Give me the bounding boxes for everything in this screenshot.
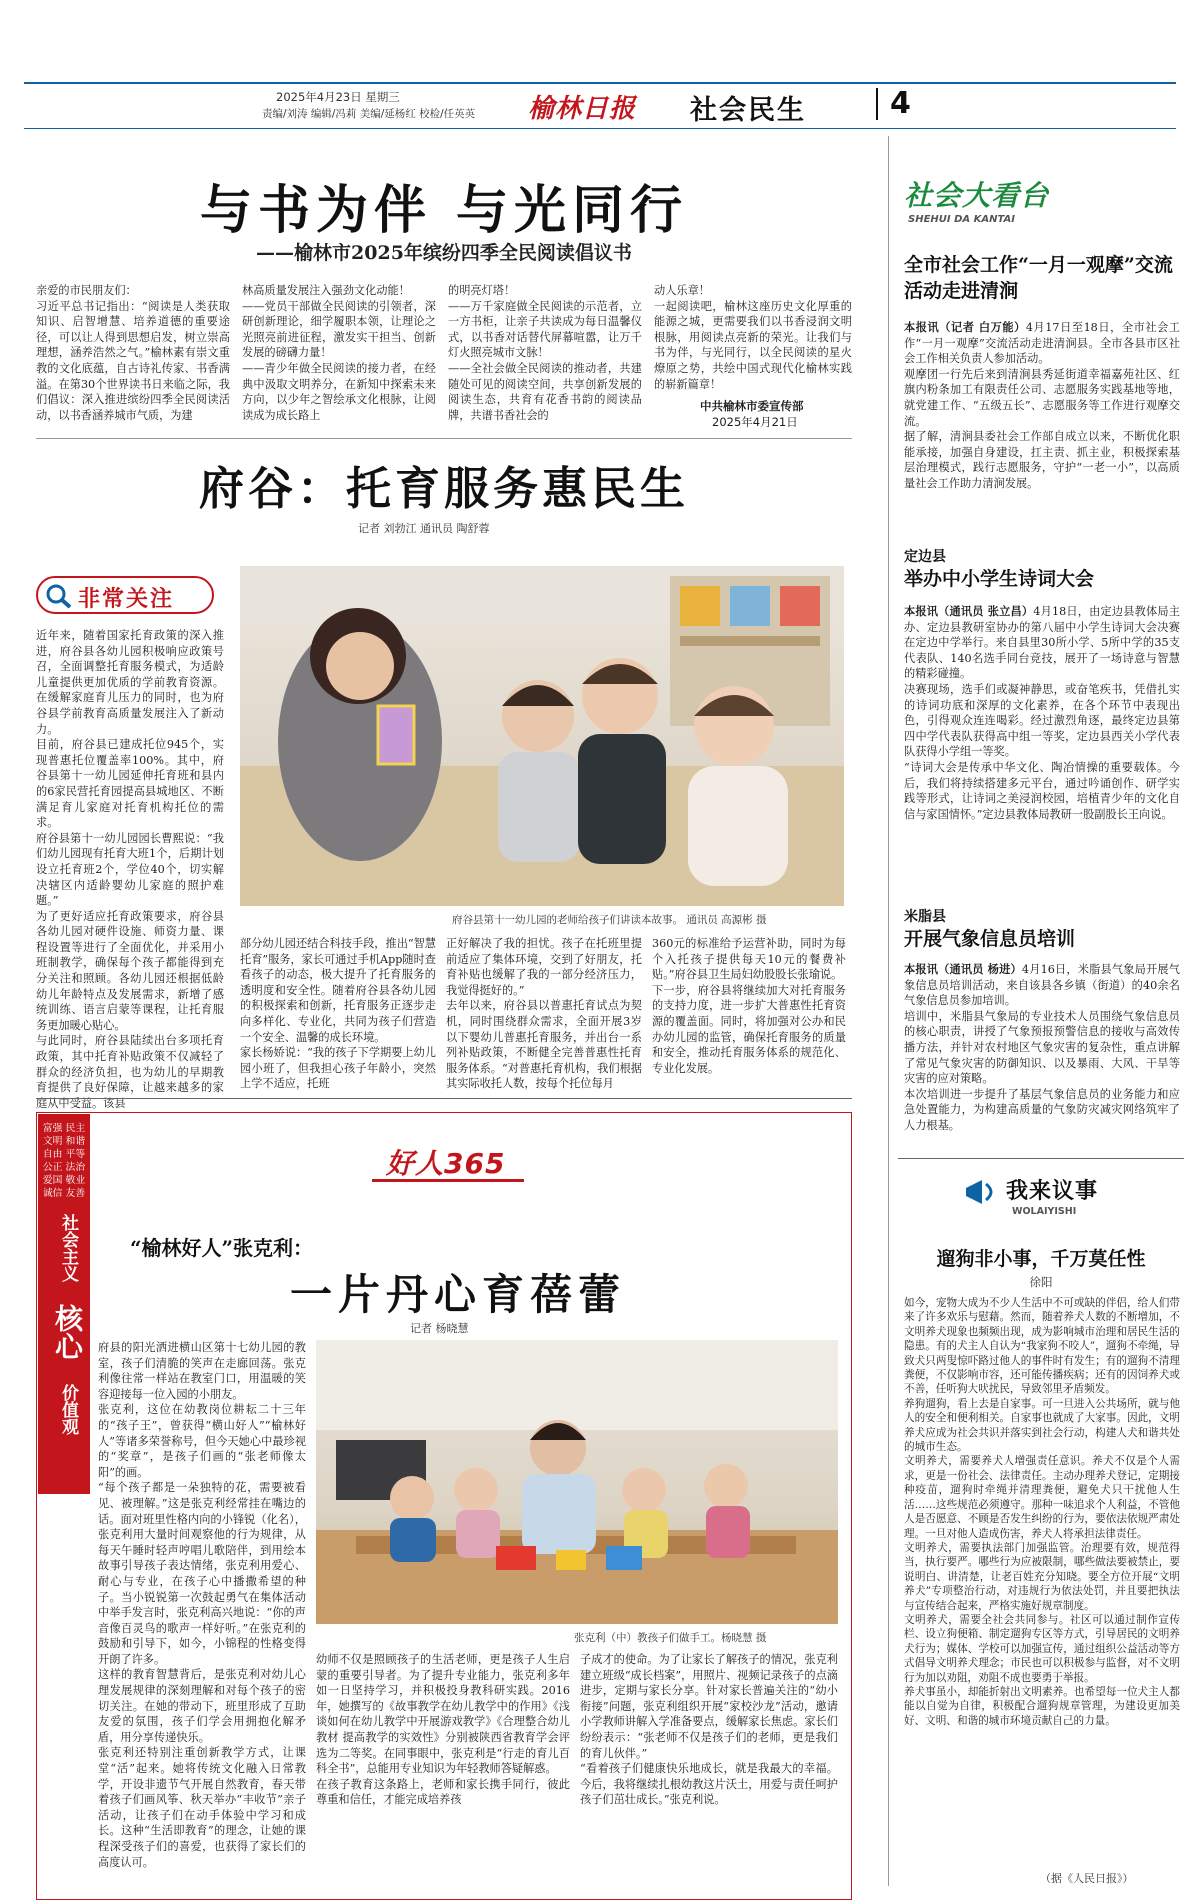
goodperson-photo <box>316 1340 838 1624</box>
lead-col-1: 亲爱的市民朋友们： 习近平总书记指出：“阅读是人类获取知识、启智增慧、培养道德的重要途径，可以让人得到思想启发，树立崇高理想，涵养浩然之气。”榆林素有崇文重教的文化底蕴，自古诗礼传家、书香满溢。在第30个世界读书日来临之际，我们倡议：深入推进缤纷四季全民阅读活动，以书香涵养城市气质，为建 <box>36 284 230 422</box>
fugu-bottom-rule <box>36 1098 852 1099</box>
lead-col-2: 林高质量发展注入强劲文化动能！ ——党员干部做全民阅读的引领者，深研创新理论，细学履职本领，让理论之光照亮前进征程，激发实干担当、创新发展的磅礴力量！ ——青少年做全民阅读的接力者，在经典中汲取文明养分，在新知中探索未来方向，以少年之智绘承文化根脉，让阅读成为成长路上 <box>242 284 436 422</box>
goodperson-col-2: 幼师不仅是照顾孩子的生活老师，更是孩子人生启蒙的重要引导者。为了提升专业能力，张克利多年如一日坚持学习，并积极投身教科研实践。2016年，她撰写的《故事教学在幼儿教学中的作用》《浅谈如何在幼儿教学中开展游戏教学》《合理整合幼儿教材 提高教学的实效性》分别被陕西省教育学会评选为二等奖。在同事眼中，张克利是“行走的育儿百科全书”，总能用专业知识为年轻教师答疑解惑。 在孩子教育这条路上，老师和家长携手同行，彼此尊重和信任，才能完成培养孩 <box>316 1653 570 1807</box>
fugu-col-3: 正好解决了我的担忧。孩子在托班里提前适应了集体环境，交到了好朋友，托育补贴也缓解了我的一部分经济压力，我觉得挺好的。” 去年以来，府谷县以普惠托育试点为契机，同时围绕群众需求，全面开展3岁以下婴幼儿普惠托育服务，并出台一系列补贴政策，不断健全完善普惠性托育服务体系。“对普惠托育机构，我们根据其实际收托人数，按每个托位每月 <box>446 937 642 1091</box>
lead-col-4: 动人乐章！ 一起阅读吧，榆林这座历史文化厚重的能源之城，更需要我们以书香浸润文明根脉，用阅读点亮新的荣光。让我们与书为伴，与光同行，以全民阅读的星火燎原之势，共绘中国式现代化榆林实践的崭新篇章！ <box>654 284 852 391</box>
header-top-rule <box>24 82 1176 84</box>
wolai-body: 如今，宠物大成为不少人生活中不可或缺的伴侣，给人们带来了许多欢乐与慰藉。然而，随着养犬人数的不断增加，不文明养犬现象也频频出现，成为影响城市治理和居民生活的隐患。有的犬主人自认为“我家狗不咬人”，遛狗不牵绳，导致犬只两叟惊吓路过他人的事件时有发生；有的遛狗不清理粪便，不仅影响市容，还可能传播疾病；还有的因饲养犬或不善，任听狗大吠扰民，导致邻里矛盾频发。 养狗遛狗，看上去是自家事。可一旦进入公共场所，就与他人的安全和便利相关。自家事也就成了大家事。因此，文明养犬应成为社会共识并落实到社会行动，构建人犬和谐共处的城市生态。 文明养犬，需要养犬人增强责任意识。养犬不仅是个人需求，更是一份社会、法律责任。主动办理养犬登记，定期接种疫苗，遛狗时牵绳并清理粪便，避免犬只干扰他人生活……这些规范必须遵守。那种一味追求个人利益，不管他人是否愿意、不顾是否发生纠纷的行为，要依法依规严肃处理。一旦对他人造成伤害，养犬人将承担法律责任。 文明养犬，需要执法部门加强监管。治理要有效，规范得当，执行要严。哪些行为应被限制，哪些做法要被禁止，要说明白、讲清楚，让老百姓充分知晓。要全方位开展“文明养犬”专项整治行动，对违规行为依法处罚，并且要把执法与宣传结合起来，严格实施好规章制度。 文明养犬，需要全社会共同参与。社区可以通过制作宣传栏、设立狗便箱、制定遛狗专区等方式，引导居民的文明养犬行为；媒体、学校可以加强宣传，通过组织公益活动等方式倡导文明养犬理念；市民也可以积极参与监督，对不文明行为加以劝阻，劝阻不成也要勇于举报。 养犬事虽小，却能折射出文明素养。也希望每一位犬主人都能以自觉为自律，积极配合遛狗规章管理，为建设更加美好、文明、和谐的城市环境贡献自己的力量。 <box>904 1297 1180 1727</box>
wolai-author: 徐阳 <box>1029 1275 1053 1289</box>
values-title-3: 价值观 <box>58 1384 78 1435</box>
values-title-2: 核心 <box>51 1304 84 1360</box>
wolai-logo-label: 我来议事 <box>1006 1179 1099 1204</box>
magnifier-icon <box>44 582 74 610</box>
megaphone-icon <box>962 1172 1002 1212</box>
lead-col-3: 的明亮灯塔！ ——万千家庭做全民阅读的示范者，立一方书柜，让亲子共读成为每日温馨仪式，以书香对话替代屏幕喧嚣，让万千灯火照亮城市文脉！ ——全社会做全民阅读的推动者，共建随处可见的阅读空间，共享创新发展的阅读生态，共育有花香书韵的阅读品牌，共谱书香社会的 <box>448 284 642 422</box>
lead-title: 与书为伴 与光同行 <box>199 181 689 241</box>
values-list: 富强 民主 文明 和谐 自由 平等 公正 法治 爱国 敬业 诚信 友善 <box>42 1123 86 1199</box>
kantai-story1-body: 4月17日至18日，全市社会工作“一月一观摩”交流活动走进清涧县。全市各县市区社会工作相关负责人参加活动。 观摩团一行先后来到清涧县秀延街道幸福嘉苑社区、红旗内粉条加工有限责任公司、志愿服务实践基地等地，就党建工作、“五级五长”、志愿服务等工作进行观摩交流。 据了解，清涧县委社会工作部自成立以来，不断优化职能承接，加强自身建设，扛主责、抓主业，积极探索基层治理模式，践行志愿服务，守护“一老一小”，以高质量社会工作助力清涧发展。 <box>904 321 1180 490</box>
right-column-divider <box>888 136 889 1886</box>
goodperson-photo-illustration <box>316 1340 838 1624</box>
editors-line: 责编/刘涛 编辑/冯莉 美编/延杨红 校检/任英英 <box>262 108 476 120</box>
kantai-logo-pinyin: SHEHUI DA KANTAI <box>908 214 1015 225</box>
values-sidebar <box>38 1114 90 1494</box>
fugu-photo-caption: 府谷县第十一幼儿园的老师给孩子们讲读本故事。 通讯员 高源彬 摄 <box>452 914 767 926</box>
fugu-badge-label: 非常关注 <box>78 587 175 612</box>
kantai-story2-title: 举办中小学生诗词大会 <box>904 568 1095 590</box>
goodperson-kicker: “榆林好人”张克利： <box>130 1236 314 1260</box>
right-column-rule <box>898 1158 1184 1159</box>
section-title: 社会民生 <box>690 95 806 126</box>
kantai-story1-title: 全市社会工作“一月一观摩”交流活动走进清涧 <box>904 254 1173 302</box>
fugu-photo-illustration <box>240 566 844 906</box>
fugu-title: 府谷：托育服务惠民生 <box>198 462 689 515</box>
lead-subtitle: ——榆林市2025年缤纷四季全民阅读倡议书 <box>256 242 632 264</box>
kantai-story2-byline: 本报讯（通讯员 张立昌） <box>904 604 1034 618</box>
goodperson-title: 一片丹心育蓓蕾 <box>290 1270 627 1319</box>
fugu-photo <box>240 566 844 906</box>
kantai-logo-label: 社会大看台 <box>904 179 1050 212</box>
kantai-story2-text <box>904 604 1180 900</box>
header-separator <box>876 88 878 120</box>
issue-date: 2025年4月23日 星期三 <box>276 90 400 104</box>
lead-bottom-rule <box>36 438 852 439</box>
kantai-story3-body: 4月16日，米脂县气象局开展气象信息员培训活动，来自该县各乡镇（街道）的40余名气象信息员参加培训。 培训中，米脂县气象局的专业技术人员围绕气象信息员的核心职责，讲授了气象预报预警信息的接收与高效传播方法，并针对农村地区气象灾害的复杂性，重点讲解了常见气象灾害的防御知识、以及暴雨、大风、干旱等灾害的应对策略。 本次培训进一步提升了基层气象信息员的业务能力和应急处置能力，为构建高质量的气象防灾减灾网络筑牢了人力根基。 <box>904 963 1180 1132</box>
goodperson-col-3: 子成才的使命。为了让家长了解孩子的情况，张克利建立班级“成长档案”，用照片、视频记录孩子的点滴进步，定期与家长分享。针对家长普遍关注的“幼小衔接”问题，张克利组织开展“家校沙龙”活动，邀请小学教师讲解入学准备要点，缓解家长焦虑。家长们纷纷表示：“张老师不仅是孩子们的老师，更是我们的育儿伙伴。” “看着孩子们健康快乐地成长，就是我最大的幸福。今后，我将继续扎根幼教这片沃土，用爱与责任呵护孩子们茁壮成长。”张克利说。 <box>580 1653 838 1807</box>
values-title-1: 社会主义 <box>58 1214 78 1282</box>
lead-signature-org: 中共榆林市委宣传部 <box>700 399 804 413</box>
kantai-story3-county: 米脂县 <box>904 909 946 925</box>
kantai-story3-byline: 本报讯（通讯员 杨进） <box>904 962 1022 976</box>
lead-signature-date: 2025年4月21日 <box>712 415 798 429</box>
goodperson-badge-label: 好人365 <box>386 1147 506 1180</box>
wolai-source: （据《人民日报》） <box>1040 1872 1134 1885</box>
goodperson-badge <box>372 1140 524 1182</box>
kantai-story2-body: 4月18日，由定边县教体局主办、定边县教研室协办的第八届中小学生诗词大会决赛在定边中学举行。来自县里30所小学、5所中学的35支代表队、140名选手同台竞技，展开了一场诗意与智慧的精彩碰撞。 决赛现场，选手们或凝神静思，或奋笔疾书，凭借扎实的诗词功底和深厚的文化素养，在各个环节中表现出色，引得观众连连喝彩。经过激烈角逐，最终定边县第四中学代表队获得高中组一等奖，定边县西关小学代表队获得小学组一等奖。 “诗词大会是传承中华文化、陶冶情操的重要载体。今后，我们将持续搭建多元平台，通过吟诵创作、研学实践等形式，让诗词之美浸润校园，培植青少年的文化自信与家国情怀。”定边县教体局教研一股副股长王向说。 <box>904 605 1180 821</box>
kantai-story2-county: 定边县 <box>904 549 946 565</box>
goodperson-photo-caption: 张克利（中）教孩子们做手工。杨晓慧 摄 <box>574 1632 767 1644</box>
goodperson-byline: 记者 杨晓慧 <box>410 1322 469 1335</box>
paper-name-logo: 榆林日报 <box>528 94 637 124</box>
goodperson-col-1: 府县的阳光洒进横山区第十七幼儿园的教室，孩子们清脆的笑声在走廊回荡。张克利像往常一样站在教室门口，用温暖的笑容迎接每一位入园的小朋友。 张克利，这位在幼教岗位耕耘二十三年的“孩子王”，曾获得“横山好人”“榆林好人”等诸多荣誉称号，但今天她心中最珍视的“奖章”，是孩子们画的“张老师像太阳”的画。 “每个孩子都是一朵独特的花，需要被看见、被理解。”这是张克利经常挂在嘴边的话。面对班里性格内向的小锋锐（化名），张克利用大量时间观察他的行为规律，从每天午睡时轻声哼唱儿歌陪伴，到用绘本故事引导孩子表达情绪，张克利用爱心、耐心与专业，在孩子心中播撒希望的种子。当小锐锐第一次鼓起勇气在集体活动中举手发言时，张克利高兴地说：“你的声音像百灵鸟的歌声一样好听。”在张克利的鼓励和引导下，如今，小锦程的性格变得开朗了许多。 这样的教育智慧背后，是张克利对幼儿心理发展规律的深刻理解和对每个孩子的密切关注。在她的带动下，班里形成了互助友爱的氛围，孩子们学会用拥抱化解矛盾，用分享传递快乐。 张克利还特别注重创新教学方式，让课堂“活”起来。她将传统文化融入日常教学，开设非遗节气开展自然教育，春天带着孩子们画风筝、秋天举办“丰收节”亲子活动，让孩子们在动手体验中学习和成长。这种“生活即教育”的理念，让她的课程深受孩子们的喜爱，也获得了家长们的高度认可。 <box>98 1341 306 1869</box>
wolai-logo-pinyin: WOLAIYISHI <box>1012 1206 1077 1217</box>
fugu-col-2: 部分幼儿园还结合科技手段，推出“智慧托育”服务，家长可通过手机App随时查看孩子的动态，极大提升了托育服务的透明度和安全性。随着府谷县各幼儿园的积极探索和创新，托育服务正逐步走向多样化、专业化，共同为孩子们营造一个安全、温馨的成长环境。 家长杨娇说：“我的孩子下学期要上幼儿园小班了，但我担心孩子年龄小，突然上学不适应，托班 <box>240 937 436 1091</box>
fugu-col-4: 360元的标准给予运营补助，同时为每个入托孩子提供每天10元的餐费补贴。”府谷县卫生局妇幼股股长张瑜说。 下一步，府谷县将继续加大对托育服务的支持力度，进一步扩大普惠性托育资源的覆盖面。同时，将加强对公办和民办幼儿园的监管，确保托育服务的质量和安全，推动托育服务体系的规范化、专业化发展。 <box>652 937 846 1075</box>
wolai-title: 遛狗非小事，千万莫任性 <box>936 1248 1146 1270</box>
fugu-byline: 记者 刘勃江 通讯员 陶舒蓉 <box>358 522 490 535</box>
fugu-badge <box>36 576 214 614</box>
kantai-story3-title: 开展气象信息员培训 <box>904 928 1076 950</box>
page-number: 4 <box>890 86 911 121</box>
header-bottom-rule <box>24 128 1176 129</box>
kantai-story1-byline: 本报讯（记者 白万能） <box>904 320 1026 334</box>
kantai-logo <box>904 174 1084 236</box>
fugu-col-1: 近年来，随着国家托育政策的深入推进，府谷县各幼儿园积极响应政策号召，全面调整托育服务模式，为适龄儿童提供更加优质的学前教育资源。在缓解家庭育儿压力的同时，也为府谷县学前教育高质量发展注入了新动力。 目前，府谷县已建成托位945个，实现普惠托位覆盖率100%。其中，府谷县第十一幼儿园延伸托育班和县内的6家民营托育园提高县城地区、不断满足育儿家庭对托育机构托位的需求。 府谷县第十一幼儿园园长曹熙说：“我们幼儿园现有托育大班1个，后期计划设立托育班2个，学位40个，切实解决辖区内适龄婴幼儿家庭的照护难题。” 为了更好适应托育政策要求，府谷县各幼儿园对硬件设施、师资力量、课程设置等进行了全面优化，并采用小班制教学，确保每个孩子都能得到充分关注和照顾。各幼儿园还根据低龄幼儿年龄特点及发展需求，新增了感统训练、语言启蒙等课程，让托育服务更加暖心贴心。 与此同时，府谷县陆续出台多项托育政策，其中托育补贴政策不仅减轻了群众的经济负担，也为幼儿的早期教育提供了良好保障，让越来越多的家庭从中受益。该县 <box>36 629 224 1110</box>
wolai-logo <box>962 1168 1132 1228</box>
kantai-story1-text <box>904 320 1180 516</box>
kantai-story3-text <box>904 962 1180 1152</box>
